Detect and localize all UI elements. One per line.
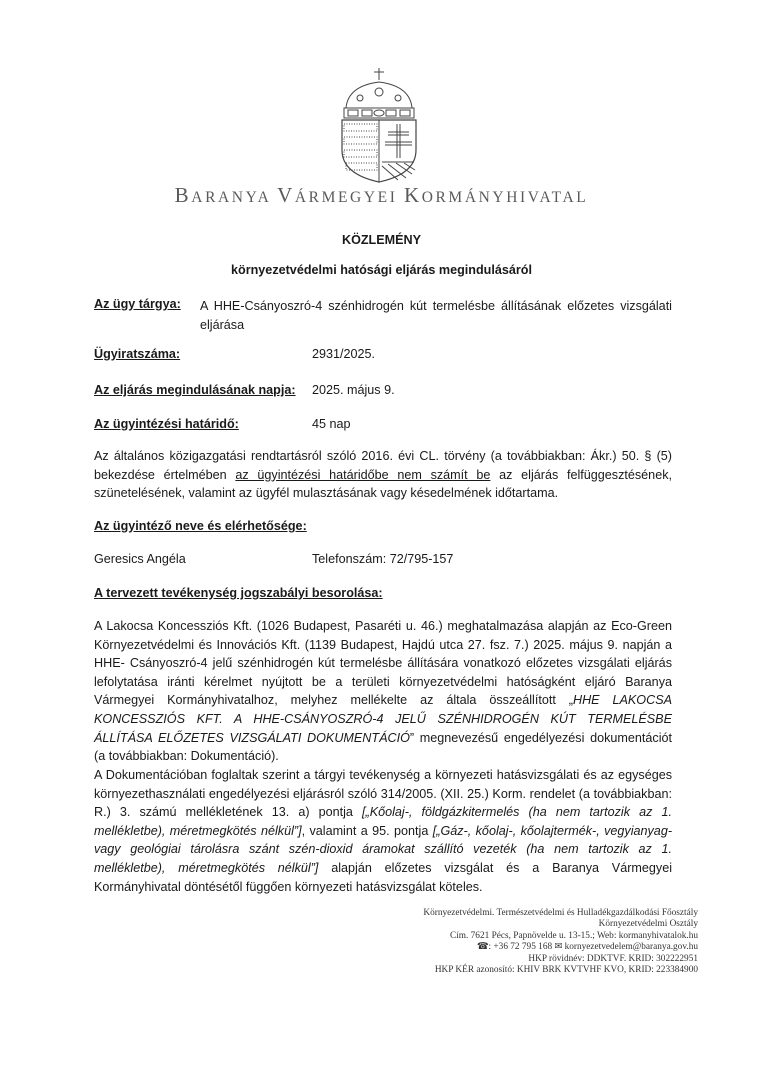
organization-name — [0, 183, 763, 208]
case-number-value: 2931/2025. — [312, 347, 376, 361]
officer-phone: Telefonszám: 72/795-157 — [312, 552, 454, 566]
deadline-paragraph: Az általános közigazgatási rendtartásról szóló 2016. évi CL. törvény (a továbbiakban: Ákr.) 50. § (5) bekezdése értelmében az ügyintézési határidőbe nem számít be az eljárás felfüggesztésének, szünetelésének, valamint az ügyfél mulasztásának vagy késedelmének időtartama. — [94, 449, 672, 501]
footer-address: Cím. 7621 Pécs, Papnövelde u. 13-15.; Web: kormanyhivatalok.hu — [450, 930, 698, 941]
footer-email[interactable]: kornyezetvedelem@baranya.gov.hu — [562, 942, 698, 953]
documentation-title: HHE LAKOCSA KONCESSZIÓS KFT. A HHE-CSÁNYOSZRÓ-4 JELŰ SZÉNHIDROGÉN KÚT TERMELÉSBE ÁLLÍTÁSA ELŐZETES VIZSGÁLATI DOKUMENTÁCIÓ — [94, 693, 672, 745]
footer-contact-block — [340, 908, 698, 976]
footer-department: Környezetvédelmi. Természetvédelmi és Hulladékgazdálkodási Főosztály — [423, 908, 698, 918]
footer-unit: Környezetvédelmi Osztály — [598, 919, 698, 930]
start-date-label: Az eljárás megindulásának napja: — [94, 383, 296, 397]
footer-contact-line: ☎: +36 72 795 168 ✉ kornyezetvedelem@baranya.gov.hu — [476, 942, 698, 953]
document-title: KÖZLEMÉNY — [341, 233, 422, 247]
org-word-3: KORMÁNYHIVATAL — [403, 183, 589, 207]
application-paragraph: A Lakocsa Koncessziós Kft. (1026 Budapest, Pasaréti u. 46.) meghatalmazása alapján az Eco-Green Környezetvédelmi és Innovációs Kft. (1139 Budapest, Hajdú utca 27. fsz. 7.) 2025. május 9. napján a HHE- Csányoszró-4 jelű szénhidrogén kút termelésbe állítására vonatkozó előzetes vizsgálati eljárás lefolytatása iránti kérelmet nyújtott be a területi környezetvédelmi hatóságként eljáró Baranya Vármegyei Kormányhivatalhoz, melyhez mellékelte az általa összeállított „HHE LAKOCSA KONCESSZIÓS KFT. A HHE-CSÁNYOSZRÓ-4 JELŰ SZÉNHIDROGÉN KÚT TERMELÉSBE ÁLLÍTÁSA ELŐZETES VIZSGÁLATI DOKUMENTÁCIÓ” megnevezésű engedélyezési dokumentációt (a továbbiakban: Dokumentáció). — [94, 619, 672, 764]
subject-value: A HHE-Csányoszró-4 szénhidrogén kút termelésbe állításának előzetes vizsgálati eljárása — [200, 299, 672, 332]
officer-name: Geresics Angéla — [94, 552, 186, 566]
regulation-point-13a: [„Kőolaj-, földgázkitermelés (ha nem tartozik az 1. mellékletbe), méretmegkötés nélkül”] — [94, 805, 672, 838]
regulation-point-95: [„Gáz-, kőolaj-, kőolajtermék-, vegyianyag- vagy geológiai tárolásra szánt szén-dioxid áramokat szállító vezeték (ha nem tartozik az 1. mellékletbe), méretmegkötés nélkül”] — [94, 823, 673, 875]
classification-paragraph: A Dokumentációban foglaltak szerint a tárgyi tevékenység a környezeti hatásvizsgálati és az egységes környezethasználati engedélyezési eljárásról szóló 314/2005. (XII. 25.) Korm. rendelet (a továbbiakban: R.) 3. számú mellékletének 13. a) pontja [„Kőolaj-, földgázkitermelés (ha nem tartozik az 1. mellékletbe), méretmegkötés nélkül”], valamint a 95. pontja [„Gáz-, kőolaj-, kőolajtermék-, vegyianyag- vagy geológiai tárolásra szánt szén-dioxid áramokat szállító vezeték (ha nem tartozik az 1. mellékletbe), méretmegkötés nélkül”] alapján előzetes vizsgálat és a Baranya Vármegyei Kormányhivatal döntésétől függően környezeti hatásvizsgálat köteles. — [94, 768, 673, 894]
deadline-exclusion-text: az ügyintézési határidőbe nem számít be — [235, 467, 491, 482]
start-date-value: 2025. május 9. — [312, 383, 395, 397]
telephone-icon: ☎ — [476, 942, 489, 953]
deadline-label: Az ügyintézési határidő: — [94, 417, 239, 431]
email-icon: ✉ — [554, 942, 563, 953]
org-word-1: BARANYA — [174, 183, 278, 207]
case-number-label: Ügyiratszáma: — [94, 347, 181, 361]
deadline-value: 45 nap — [312, 417, 351, 431]
footer-hkp-shortname: HKP rövidnév: DDKTVF. KRID: 302222951 — [528, 953, 698, 964]
org-word-2: VÁRMEGYEI — [277, 183, 404, 207]
classification-heading: A tervezett tevékenység jogszabályi besorolása: — [94, 586, 383, 600]
officer-heading: Az ügyintéző neve és elérhetősége: — [94, 519, 307, 533]
coat-of-arms-icon — [338, 66, 420, 184]
document-subtitle: környezetvédelmi hatósági eljárás megindulásáról — [231, 263, 532, 277]
subject-label: Az ügy tárgya: — [94, 297, 181, 311]
footer-hkp-ker-id: HKP KÉR azonosító: KHIV BRK KVTVHF KVO, KRID: 223384900 — [434, 965, 698, 976]
